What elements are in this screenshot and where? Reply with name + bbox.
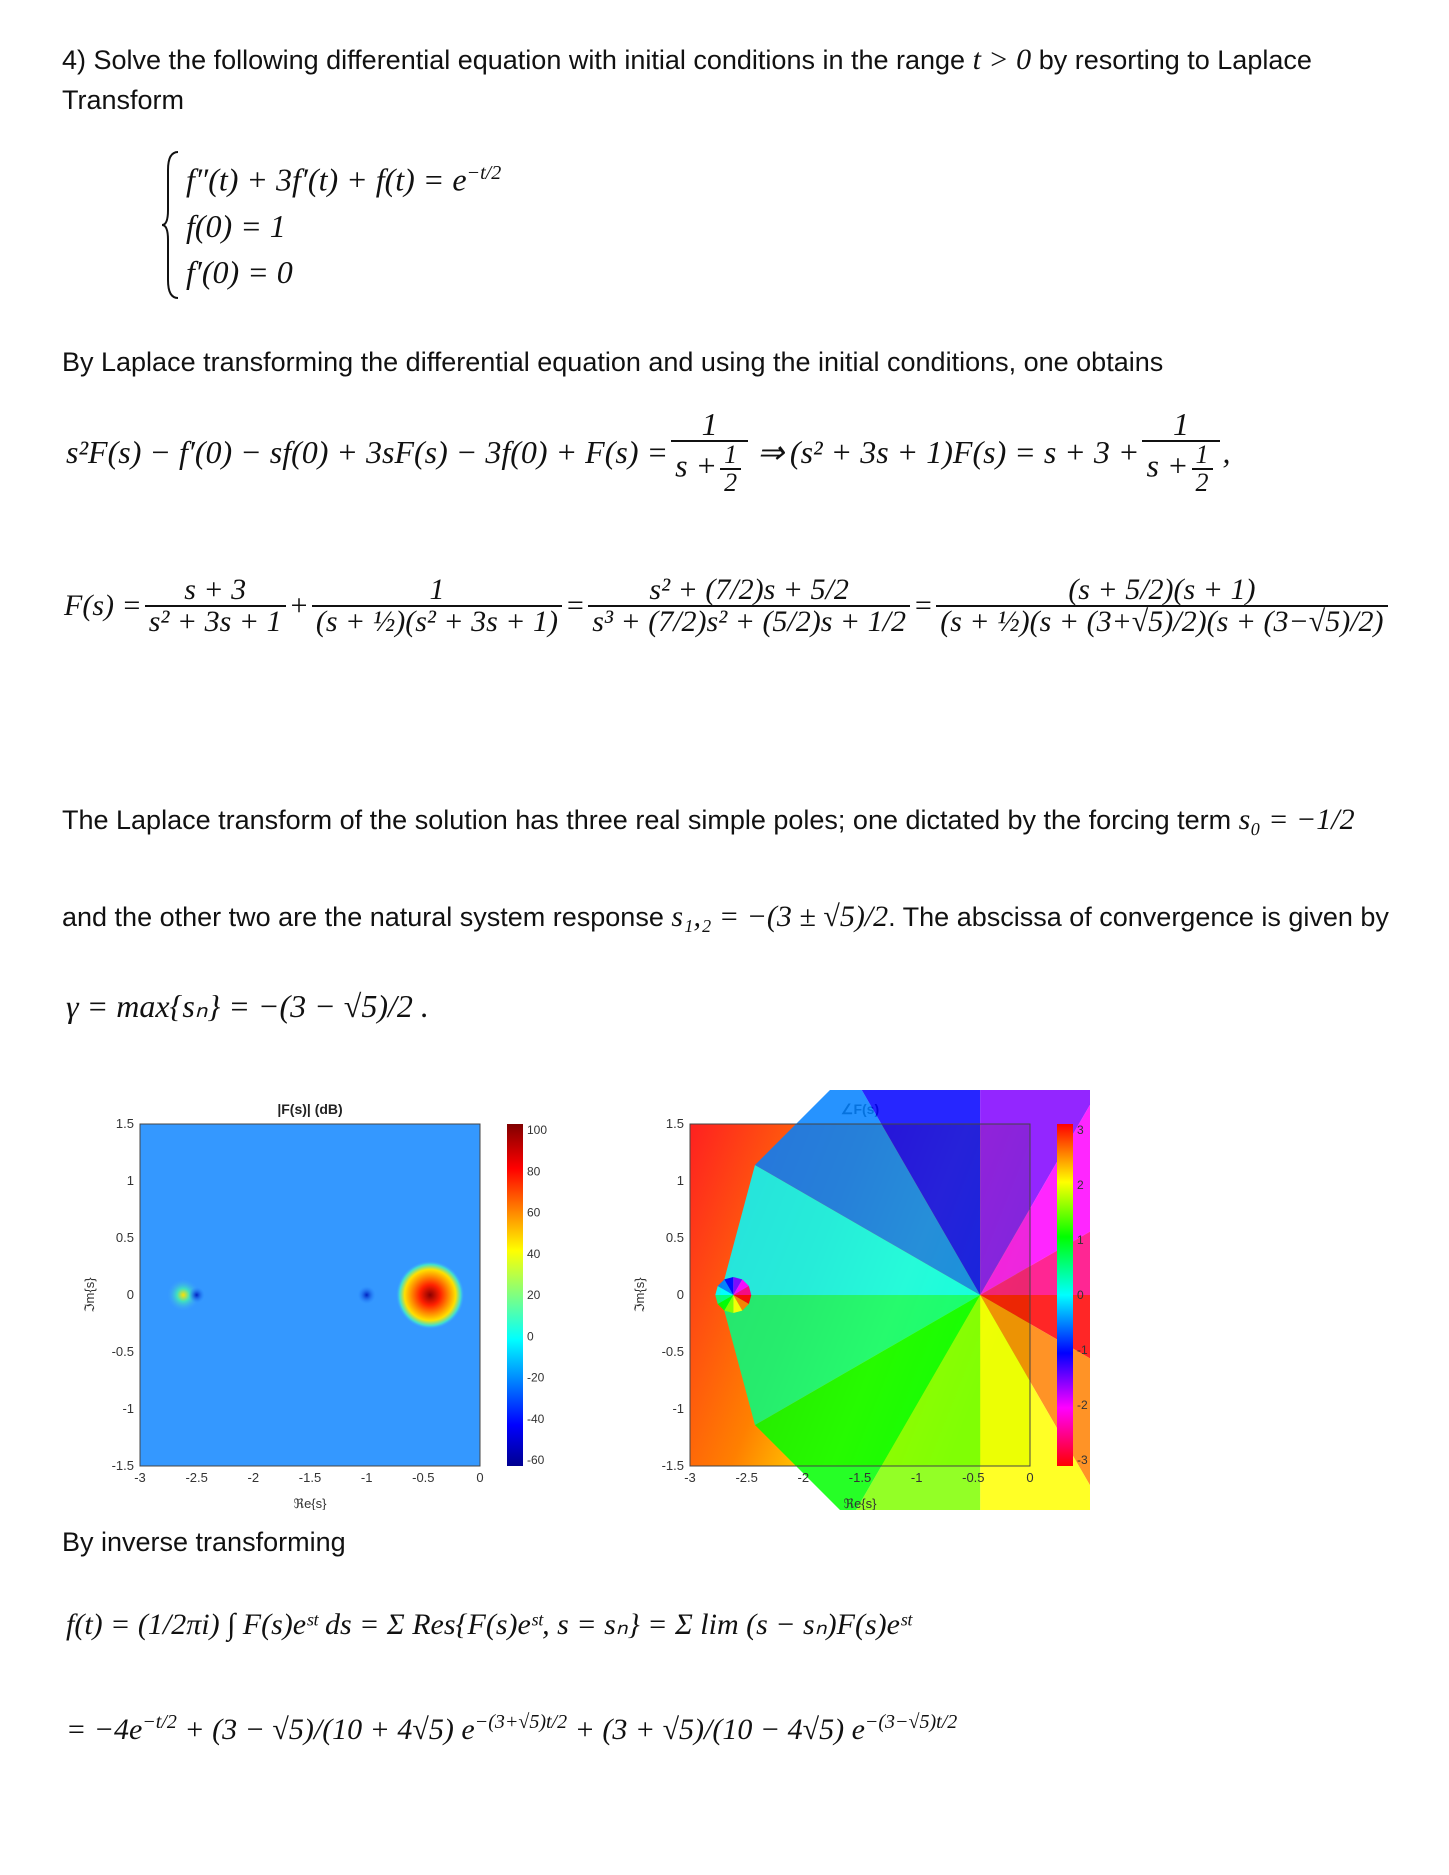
colorbar-tick-label: 2 (1077, 1178, 1084, 1192)
mag-pole-marker (358, 1286, 376, 1304)
mag-pole-marker (396, 1261, 464, 1329)
mag-xlabel: ℜe{s} (293, 1496, 327, 1510)
colorbar-tick-label: 80 (527, 1164, 541, 1179)
x-tick-label: -2 (247, 1470, 260, 1485)
term-2: $\frac{1}{\text{(s + ½)(s² + 3s + 1)}}$ (312, 575, 562, 637)
colorbar-tick-label: 100 (527, 1123, 548, 1137)
phase-colorbar (1057, 1124, 1073, 1466)
x-tick-label: -3 (134, 1470, 146, 1485)
y-tick-label: 1.5 (115, 1116, 134, 1131)
colorbar-tick-label: -2 (1077, 1398, 1088, 1412)
intro-text-end: by resorting to Laplace (1038, 45, 1312, 75)
ic-2: f′(0) = 0 (186, 253, 293, 290)
colorbar-tick-label: 3 (1077, 1123, 1084, 1137)
implies-icon: ⇒ (757, 434, 784, 470)
frac-2: 1 s + $\frac{1}{2}$ (1142, 408, 1219, 496)
eq-inverse-1: f(t) = (1/2πi) ∫ F(s)eˢᵗ ds = Σ Res{F(s)eˢᵗ, s = sₙ} = Σ lim (s − sₙ)F(s)eˢᵗ (66, 1608, 912, 1641)
x-tick-label: -0.5 (412, 1470, 435, 1485)
colorbar-tick-label: 20 (527, 1288, 541, 1302)
F-label: F(s) = (64, 589, 142, 622)
x-tick-label: -2 (797, 1470, 810, 1485)
frac-1: 1 s + $\frac{1}{2}$ (671, 408, 748, 496)
y-tick-label: -0.5 (111, 1344, 134, 1359)
y-tick-label: -0.5 (661, 1344, 684, 1359)
inverse-intro: By inverse transforming (62, 1527, 346, 1557)
ode-system (168, 150, 501, 295)
term-3: $\frac{\text{s² + (7/2)s + 5/2}}{\text{s³ + (7/2)s² + (5/2)s + 1/2}}$ (588, 575, 910, 637)
x-tick-label: -1 (360, 1470, 373, 1485)
y-tick-label: 1 (676, 1173, 684, 1188)
phase-xlabel: ℜe{s} (843, 1496, 877, 1510)
ic-1: f(0) = 1 (186, 207, 286, 244)
s0-expr: s₀ = −1/2 (1238, 803, 1355, 836)
term-4: $\frac{(s + 5/2)(s + 1)}{\text{(s + ½)(s + (3+√5)/2)(s + (3−√5)/2)}}$ (936, 575, 1387, 637)
problem-statement (62, 40, 1402, 120)
y-tick-label: 1.5 (665, 1116, 684, 1131)
y-tick-label: 0 (676, 1287, 684, 1302)
x-tick-label: -3 (684, 1470, 696, 1485)
mag-ylabel: ℑm{s} (82, 1277, 97, 1313)
phase-plot (630, 1090, 1090, 1510)
magnitude-plot (80, 1090, 590, 1510)
phase-ylabel: ℑm{s} (632, 1277, 647, 1313)
x-tick-label: -1.5 (848, 1470, 872, 1485)
y-tick-label: 0 (126, 1287, 134, 1302)
y-tick-label: -1.5 (661, 1458, 684, 1473)
term-1: $\frac{s + 3}{\text{s² + 3s + 1}}$ (145, 575, 286, 637)
colorbar-tick-label: -20 (527, 1370, 545, 1385)
range-expr: t > 0 (972, 43, 1032, 76)
poles-line2: and the other two are the natural system response s₁,₂ = −(3 ± √5)/2. The abscissa of convergence is given by (62, 900, 1389, 933)
y-tick-label: -1.5 (111, 1458, 134, 1473)
poles-line1: The Laplace transform of the solution has three real simple poles; one dictated by the forcing term s₀ = −1/2 (62, 803, 1355, 836)
intro-text: 4) Solve the following differential equation with initial conditions in the range (62, 45, 966, 75)
x-tick-label: 0 (1026, 1470, 1034, 1485)
x-tick-label: 0 (476, 1470, 484, 1485)
x-tick-label: -2.5 (185, 1470, 208, 1485)
colorbar-tick-label: 60 (527, 1205, 541, 1220)
x-tick-label: -1 (910, 1470, 923, 1485)
intro-text-2: Transform (62, 85, 185, 115)
x-tick-label: -0.5 (962, 1470, 985, 1485)
eq-lhs: s²F(s) − f′(0) − sf(0) + 3sF(s) − 3f(0) + F(s) = (66, 434, 669, 470)
colorbar-tick-label: 0 (527, 1329, 534, 1344)
s12-expr: s₁,₂ = −(3 ± √5)/2 (671, 900, 889, 933)
y-tick-label: 1 (126, 1173, 134, 1188)
colorbar-tick-label: 1 (1077, 1233, 1084, 1247)
x-tick-label: -2.5 (735, 1470, 758, 1485)
eq-transform: s²F(s) − f′(0) − sf(0) + 3sF(s) − 3f(0) + F(s) = 1 s + $\frac{1}{2}$ ⇒ (s² + 3s + 1)F(s) = s + 3 + 1 s + $\frac{1}{2}$ , (66, 406, 1231, 497)
mag-colorbar (507, 1124, 523, 1466)
colorbar-tick-label: -3 (1077, 1453, 1088, 1467)
ode-equation: $f''(t) + 3f'(t) + f(t) = e^{-t/2}$ (186, 161, 502, 198)
y-tick-label: 0.5 (665, 1230, 684, 1245)
eq-F: F(s) = $\frac{s + 3}{\text{s² + 3s + 1}}$ + $\frac{1}{\text{(s + ½)(s² + 3s + 1)}}$ = $\frac{\text{s² + (7/2)s + 5/2}}{\text{s³ + (7/2)s² + (5/2)s + 1/2}}$ = $\frac{(s + 5/2)(s + 1)}{\text{(s + ½)(s + (3+√5)/2)(s + (3−√5)/2)}}$ (64, 575, 1391, 637)
y-tick-label: 0.5 (115, 1230, 134, 1245)
mag-pole-marker (189, 1287, 205, 1303)
brace-icon (162, 150, 182, 300)
mag-title: |F(s)| (dB) (277, 1101, 343, 1117)
colorbar-tick-label: -1 (1077, 1343, 1088, 1357)
y-tick-label: -1 (122, 1401, 134, 1416)
x-tick-label: -1.5 (298, 1470, 322, 1485)
laplace-intro: By Laplace transforming the differential equation and using the initial conditions, one obtains (62, 347, 1164, 377)
colorbar-tick-label: 0 (1077, 1288, 1084, 1302)
colorbar-tick-label: 40 (527, 1246, 541, 1261)
colorbar-tick-label: -60 (527, 1453, 545, 1467)
eq-inverse-2: = $-4e^{-t/2} + (3 - √5)/(10 + 4√5) e^{-(3+√5)t/2} + (3 + √5)/(10 - 4√5)$ $e^{-(3-√5)t/2}$ (66, 1711, 958, 1746)
colorbar-tick-label: -40 (527, 1411, 545, 1426)
y-tick-label: -1 (672, 1401, 684, 1416)
eq-mid: (s² + 3s + 1)F(s) = s + 3 + (789, 434, 1140, 470)
gamma-expr: γ = max{sₙ} = −(3 − √5)/2 . (66, 988, 429, 1024)
